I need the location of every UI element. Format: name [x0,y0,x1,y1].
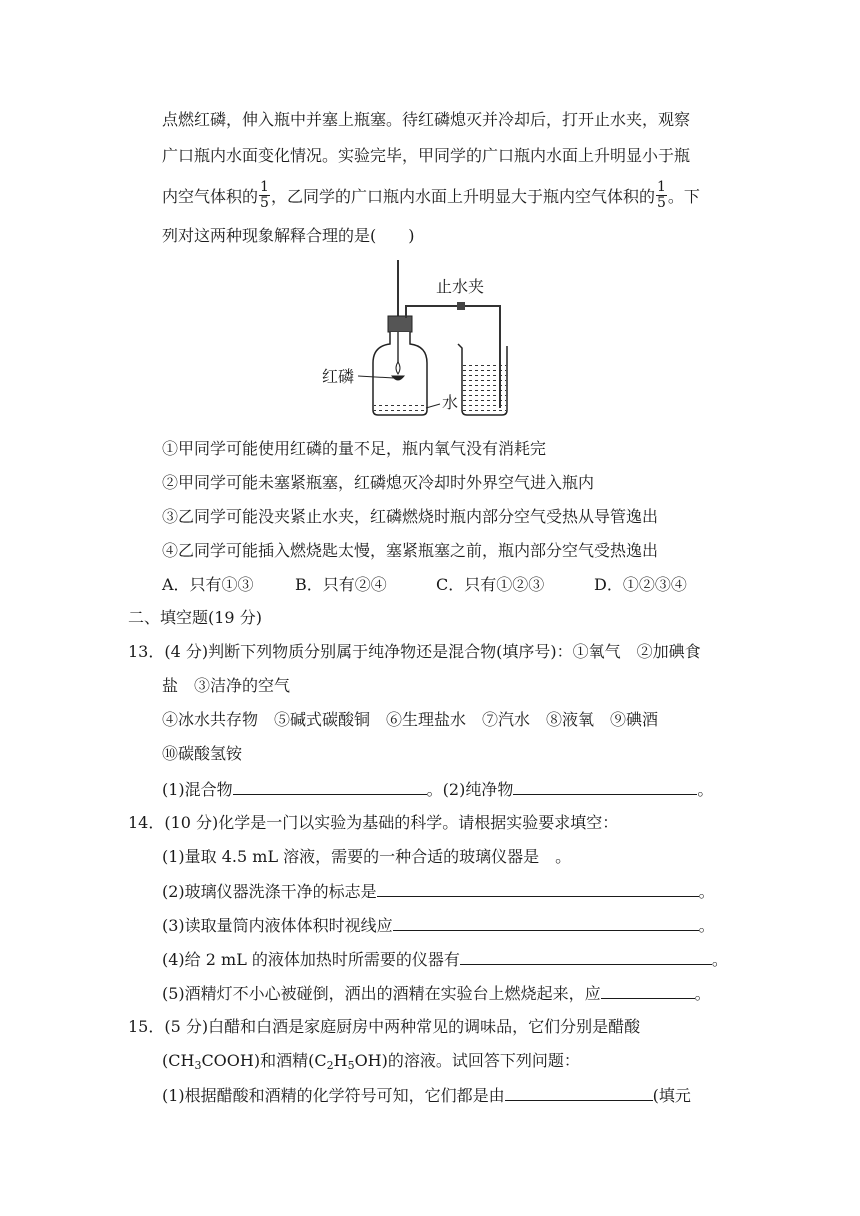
label-clamp: 止水夹 [436,277,485,296]
q14-sub5-text: (5)酒精灯不小心被碰倒，洒出的酒精在实验台上燃烧起来，应 [162,984,601,1003]
bottle [373,332,427,415]
q14-sub3-text: (3)读取量筒内液体体积时视线应 [162,916,393,935]
answer-mix-blank[interactable] [233,778,427,795]
q14-line1: 14．(10 分)化学是一门以实验为基础的科学。请根据实验要求填空： [128,813,619,832]
answer-mix-label: (1)混合物 [162,780,233,799]
q14-sub4-end: 。 [711,950,728,969]
fraction-one-fifth: $\frac{1}{5}$ [260,179,269,211]
section-heading: 二、填空题(19 分) [128,608,262,627]
q15-line3-end: (填元 [652,1086,691,1105]
label-water-pointer [426,404,440,408]
option-c: C．只有①②③ [436,575,545,594]
q14-sub5-blank[interactable] [601,982,695,999]
q14-sub5 [162,982,711,1005]
clamp-icon [457,302,465,310]
option-d: D．①②③④ [594,575,687,594]
option-b: B．只有②④ [295,575,387,594]
answer-pure-label: 。(2)纯净物 [426,780,514,799]
statement-1: ①甲同学可能使用红磷的量不足，瓶内氧气没有消耗完 [162,439,547,458]
q15-line3 [162,1084,691,1107]
label-water: 水 [442,393,459,412]
q12-line1: 点燃红磷，伸入瓶中并塞上瓶塞。待红磷熄灭并冷却后，打开止水夹，观察 [162,110,691,129]
q14-sub3-end: 。 [698,916,715,935]
statement-3: ③乙同学可能没夹紧止水夹，红磷燃烧时瓶内部分空气受热从导管逸出 [162,507,659,526]
q12-line3-b: ，乙同学的广口瓶内水面上升明显大于瓶内空气体积的 [270,187,655,206]
q14-sub5-end: 。 [694,984,711,1003]
q14-sub1: (1)量取 4.5 mL 溶液，需要的一种合适的玻璃仪器是 。 [162,847,572,866]
q14-sub4-blank[interactable] [460,948,712,965]
option-a: A．只有①③ [162,575,254,594]
q13-line3: ④冰水共存物 ⑤碱式碳酸铜 ⑥生理盐水 ⑦汽水 ⑧液氧 ⑨碘酒 [162,710,659,729]
q14-sub2 [162,880,715,903]
q15-line3-blank[interactable] [505,1084,653,1101]
q14-sub3 [162,914,715,937]
q15-line2: $(CH_3COOH)$和酒精$(C_2H_5OH)$的溶液。试回答下列问题： [162,1051,580,1072]
q12-line3-c: 。下 [667,187,700,206]
q13-end: 。 [697,780,714,799]
q13-answers [162,778,713,801]
q15-line1: 15．(5 分)白醋和白酒是家庭厨房中两种常见的调味品，它们分别是醋酸 [128,1017,641,1036]
q13-line1: 13．(4 分)判断下列物质分别属于纯净物还是混合物(填序号)：①氧气 ②加碘食 [128,642,701,661]
q14-sub2-text: (2)玻璃仪器洗涤干净的标志是 [162,882,377,901]
q12-line3-a: 内空气体积的 [162,187,259,206]
statement-4: ④乙同学可能插入燃烧匙太慢，塞紧瓶塞之前，瓶内部分空气受热逸出 [162,541,659,560]
fraction-one-fifth-2: $\frac{1}{5}$ [656,179,666,211]
label-phosphorus: 红磷 [322,367,355,386]
q13-line2: 盐 ③洁净的空气 [162,676,291,695]
flame [396,362,400,374]
bottle-water [374,404,426,414]
q14-sub4 [162,948,728,971]
statement-2: ②甲同学可能未塞紧瓶塞，红磷熄灭冷却时外界空气进入瓶内 [162,473,595,492]
q14-sub3-blank[interactable] [393,914,699,931]
stopper [388,316,412,332]
q12-line3 [162,179,700,213]
answer-pure-blank[interactable] [513,778,697,795]
apparatus-figure [318,258,508,423]
q12-line2: 广口瓶内水面变化情况。实验完毕，甲同学的广口瓶内水面上升明显小于瓶 [162,146,691,165]
q12-line4: 列对这两种现象解释合理的是( ) [162,226,415,245]
q15-line3-text: (1)根据醋酸和酒精的化学符号可知，它们都是由 [162,1086,505,1105]
q13-line4: ⑩碳酸氢铵 [162,744,243,763]
q14-sub2-blank[interactable] [377,880,699,897]
q14-sub4-text: (4)给 2 mL 的液体加热时所需要的仪器有 [162,950,460,969]
q14-sub2-end: 。 [698,882,715,901]
